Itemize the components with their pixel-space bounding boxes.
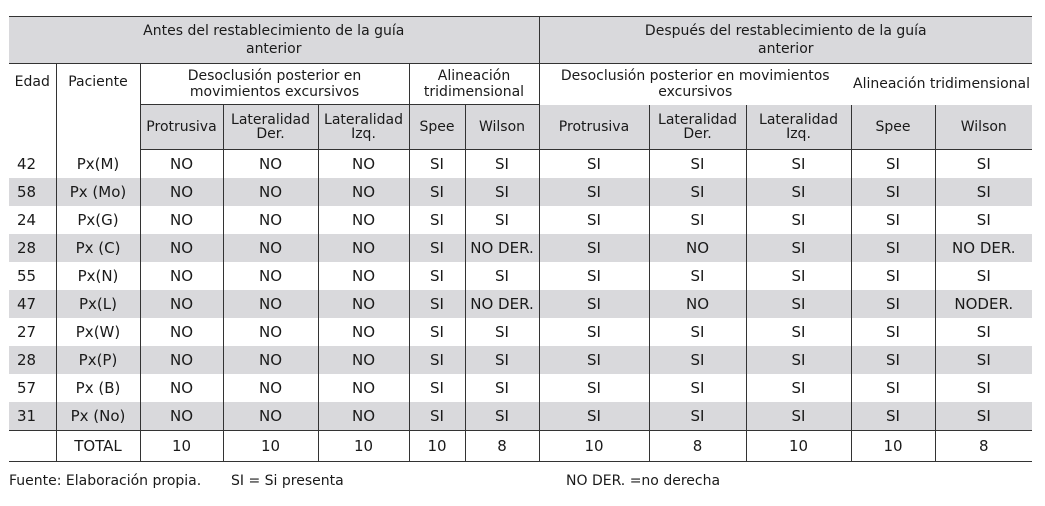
value-cell: SI [539, 290, 649, 318]
value-cell: SI [851, 346, 935, 374]
paciente-cell: Px (B) [56, 374, 140, 402]
value-cell: SI [649, 262, 746, 290]
value-cell: NO [318, 374, 409, 402]
total-cell: 10 [539, 431, 649, 462]
value-cell: SI [465, 262, 539, 290]
total-cell: 10 [223, 431, 318, 462]
value-cell: NO [318, 290, 409, 318]
value-cell: SI [539, 346, 649, 374]
col-protrusiva-before: Protrusiva [140, 105, 223, 150]
table-row [9, 234, 1032, 262]
table-row [9, 206, 1032, 234]
value-cell: SI [851, 374, 935, 402]
edad-cell: 28 [9, 346, 56, 374]
section-header-row [9, 17, 1032, 64]
col-wilson-before: Wilson [465, 105, 539, 150]
value-cell: NO [318, 346, 409, 374]
table-row [9, 374, 1032, 402]
value-cell: NO [140, 206, 223, 234]
section-after-header: Después del restablecimiento de la guía anterior [539, 17, 1032, 64]
total-cell: 8 [649, 431, 746, 462]
paciente-cell: Px(G) [56, 206, 140, 234]
table-row [9, 178, 1032, 206]
value-cell: SI [649, 346, 746, 374]
value-cell: SI [935, 150, 1032, 179]
value-cell: SI [746, 290, 851, 318]
value-cell: NO [140, 374, 223, 402]
value-cell: SI [851, 402, 935, 431]
total-cell: 10 [409, 431, 465, 462]
value-cell: NODER. [935, 290, 1032, 318]
paciente-cell: Px(N) [56, 262, 140, 290]
si-legend: SI = Si presenta [231, 473, 344, 489]
value-cell: NO [318, 206, 409, 234]
value-cell: SI [746, 206, 851, 234]
value-cell: SI [409, 178, 465, 206]
value-cell: SI [851, 206, 935, 234]
value-cell: SI [465, 374, 539, 402]
value-cell: NO [223, 262, 318, 290]
value-cell: SI [851, 234, 935, 262]
value-cell: NO [223, 346, 318, 374]
value-cell: SI [409, 262, 465, 290]
value-cell: SI [409, 318, 465, 346]
paciente-cell: Px(L) [56, 290, 140, 318]
value-cell: SI [539, 206, 649, 234]
value-cell: SI [409, 374, 465, 402]
value-cell: NO [140, 262, 223, 290]
value-cell: SI [746, 346, 851, 374]
value-cell: SI [409, 234, 465, 262]
value-cell: NO DER. [465, 290, 539, 318]
value-cell: SI [935, 346, 1032, 374]
value-cell: SI [465, 206, 539, 234]
value-cell: NO [649, 290, 746, 318]
value-cell: NO [223, 374, 318, 402]
edad-cell: 55 [17, 267, 37, 285]
paciente-cell: Px(P) [56, 346, 140, 374]
edad-cell: 57 [17, 379, 37, 397]
value-cell: SI [851, 318, 935, 346]
value-cell: SI [539, 374, 649, 402]
value-cell: SI [746, 150, 851, 179]
col-latizq-after: Lateralidad Izq. [746, 105, 851, 150]
edad-cell: 31 [9, 402, 56, 431]
total-cell: 10 [746, 431, 851, 462]
table-notes [9, 473, 1032, 489]
col-latder-before: Lateralidad Der. [223, 105, 318, 150]
value-cell: NO [318, 318, 409, 346]
col-spee-before: Spee [409, 105, 465, 150]
value-cell: NO [140, 150, 223, 179]
edad-cell: 24 [17, 211, 37, 229]
edad-cell: 27 [17, 323, 37, 341]
col-wilson-after: Wilson [935, 105, 1032, 150]
value-cell: NO [140, 290, 223, 318]
col-protrusiva-after: Protrusiva [539, 105, 649, 150]
value-cell: NO [318, 150, 409, 179]
total-cell: 10 [851, 431, 935, 462]
paciente-cell: Px(W) [56, 318, 140, 346]
col-latder-after: Lateralidad Der. [649, 105, 746, 150]
value-cell: SI [649, 374, 746, 402]
value-cell: NO [318, 234, 409, 262]
value-cell: SI [465, 318, 539, 346]
paciente-cell: Px (No) [56, 402, 140, 431]
value-cell: NO [649, 234, 746, 262]
value-cell: SI [851, 262, 935, 290]
value-cell: SI [851, 150, 935, 179]
value-cell: SI [409, 150, 465, 179]
value-cell: SI [935, 318, 1032, 346]
value-cell: SI [746, 234, 851, 262]
value-cell: SI [746, 374, 851, 402]
results-table-container [9, 16, 1032, 462]
value-cell: NO [140, 346, 223, 374]
total-cell: 10 [318, 431, 409, 462]
value-cell: SI [935, 262, 1032, 290]
value-cell: NO [318, 178, 409, 206]
value-cell: SI [409, 402, 465, 431]
table-row [9, 290, 1032, 318]
edad-cell: 42 [17, 154, 37, 173]
value-cell: SI [465, 178, 539, 206]
total-cell: 8 [465, 431, 539, 462]
value-cell: NO [223, 318, 318, 346]
value-cell: SI [465, 402, 539, 431]
group-header-row [9, 64, 1032, 105]
value-cell: SI [539, 178, 649, 206]
value-cell: SI [649, 206, 746, 234]
paciente-cell: Px (Mo) [56, 178, 140, 206]
value-cell: NO [318, 402, 409, 431]
value-cell: SI [649, 178, 746, 206]
value-cell: SI [539, 234, 649, 262]
value-cell: NO DER. [465, 234, 539, 262]
value-cell: NO [223, 290, 318, 318]
value-cell: SI [465, 346, 539, 374]
col-edad-header: Edad [9, 64, 56, 150]
value-cell: SI [746, 262, 851, 290]
noder-legend: NO DER. =no derecha [566, 473, 721, 489]
value-cell: SI [935, 402, 1032, 431]
value-cell: SI [649, 318, 746, 346]
value-cell: NO [140, 234, 223, 262]
value-cell: SI [409, 290, 465, 318]
value-cell: NO [140, 178, 223, 206]
alineacion-before-header: Alineación tridimensional [409, 64, 539, 105]
value-cell: SI [935, 374, 1032, 402]
total-label: TOTAL [56, 431, 140, 462]
value-cell: SI [746, 318, 851, 346]
value-cell: NO [223, 150, 318, 179]
paciente-cell: Px(M) [56, 150, 140, 179]
value-cell: NO [140, 402, 223, 431]
value-cell: SI [465, 150, 539, 179]
value-cell: NO [318, 262, 409, 290]
source-note: Fuente: Elaboración propia. [9, 473, 202, 489]
desoclusion-after-header: Desoclusión posterior en movimientos excursivos [539, 64, 851, 105]
value-cell: SI [851, 178, 935, 206]
results-table [9, 16, 1032, 462]
value-cell: SI [539, 150, 649, 179]
col-latizq-before: Lateralidad Izq. [318, 105, 409, 150]
table-row [9, 150, 1032, 179]
table-row [9, 346, 1032, 374]
value-cell: SI [409, 206, 465, 234]
value-cell: NO [140, 318, 223, 346]
value-cell: SI [409, 346, 465, 374]
value-cell: SI [746, 178, 851, 206]
value-cell: SI [649, 402, 746, 431]
value-cell: SI [539, 318, 649, 346]
paciente-cell: Px (C) [56, 234, 140, 262]
edad-cell: 58 [9, 178, 56, 206]
total-cell: 10 [140, 431, 223, 462]
desoclusion-before-header: Desoclusión posterior en movimientos excursivos [140, 64, 409, 105]
value-cell: NO DER. [935, 234, 1032, 262]
alineacion-after-header: Alineación tridimensional [851, 64, 1032, 105]
table-row [9, 402, 1032, 431]
table-row [9, 318, 1032, 346]
edad-cell: 47 [9, 290, 56, 318]
value-cell: SI [539, 262, 649, 290]
value-cell: NO [223, 178, 318, 206]
col-spee-after: Spee [851, 105, 935, 150]
value-cell: SI [935, 178, 1032, 206]
value-cell: SI [746, 402, 851, 431]
section-before-header: Antes del restablecimiento de la guía anterior [9, 17, 539, 64]
value-cell: SI [851, 290, 935, 318]
subheader-row [9, 105, 1032, 150]
value-cell: NO [223, 206, 318, 234]
total-cell: 8 [935, 431, 1032, 462]
value-cell: SI [649, 150, 746, 179]
value-cell: NO [223, 402, 318, 431]
table-row [9, 262, 1032, 290]
table-body [9, 150, 1032, 431]
col-paciente-header: Paciente [56, 64, 140, 150]
value-cell: SI [935, 206, 1032, 234]
value-cell: SI [539, 402, 649, 431]
edad-cell: 28 [9, 234, 56, 262]
value-cell: NO [223, 234, 318, 262]
total-row [9, 431, 1032, 462]
